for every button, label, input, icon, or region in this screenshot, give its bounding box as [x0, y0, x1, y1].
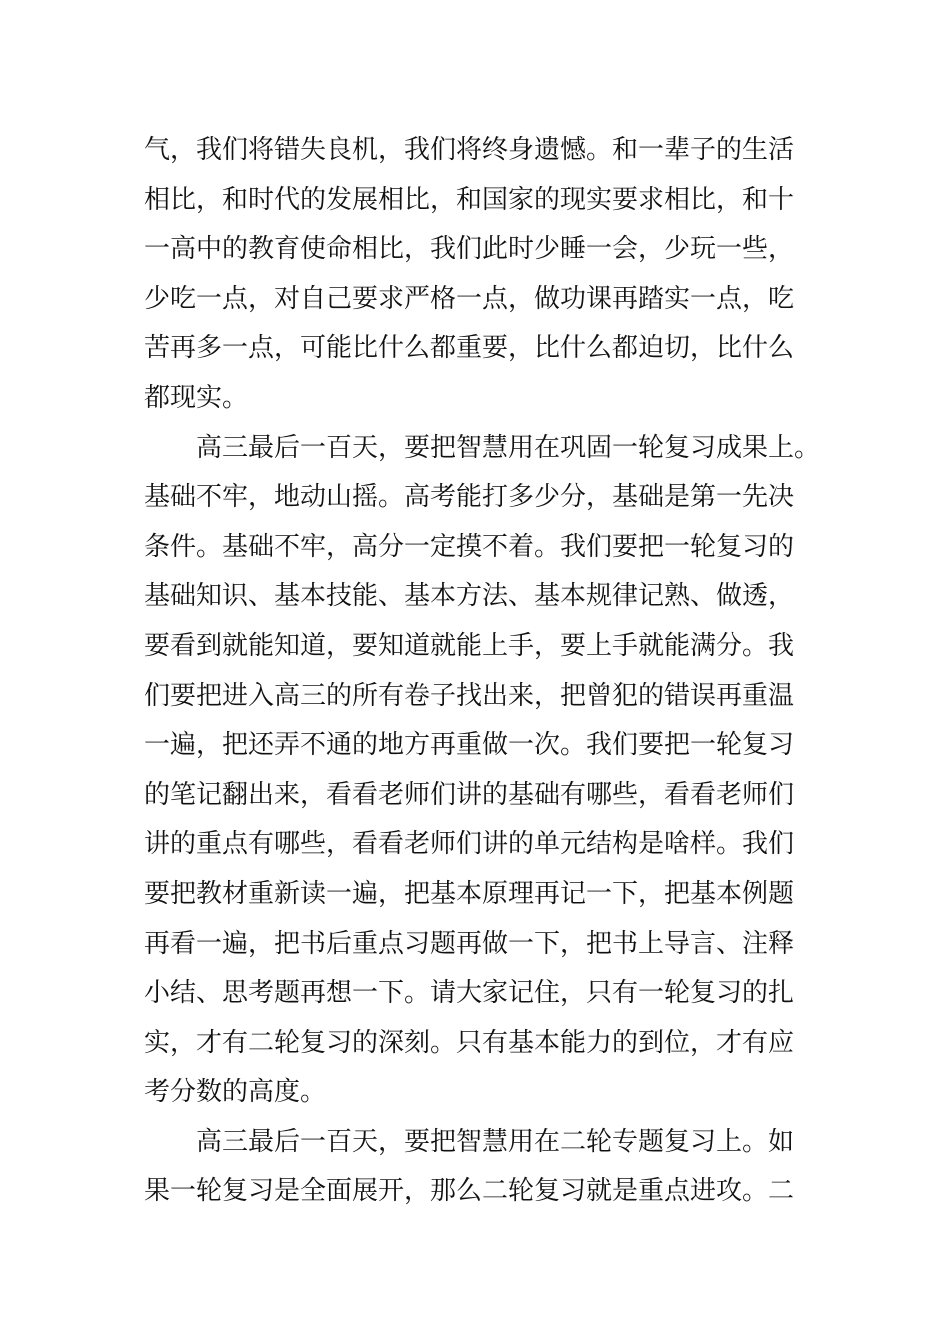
text-line: 小结、思考题再想一下。请大家记住，只有一轮复习的扎 — [144, 978, 795, 1009]
text-line: 气，我们将错失良机，我们将终身遗憾。和一辈子的生活 — [144, 135, 795, 165]
text-line: 都现实。 — [144, 382, 249, 413]
text-line: 考分数的高度。 — [144, 1077, 327, 1108]
text-line: 基础知识、基本技能、基本方法、基本规律记熟、做透， — [144, 581, 795, 612]
body-text — [144, 126, 824, 1217]
text-line: 苦再多一点，可能比什么都重要，比什么都迫切，比什么 — [144, 333, 795, 364]
paragraph-1 — [144, 126, 824, 424]
text-line: 少吃一点，对自己要求严格一点，做功课再踏实一点，吃 — [144, 283, 795, 314]
text-line: 一遍，把还弄不通的地方再重做一次。我们要把一轮复习 — [144, 730, 795, 761]
text-line: 高三最后一百天，要把智慧用在二轮专题复习上。如 — [196, 1126, 795, 1157]
text-line: 一高中的教育使命相比，我们此时少睡一会，少玩一些， — [144, 234, 795, 265]
text-line: 基础不牢，地动山摇。高考能打多少分，基础是第一先决 — [144, 482, 795, 513]
text-line: 果一轮复习是全面展开，那么二轮复习就是重点进攻。二 — [144, 1176, 795, 1207]
text-line: 条件。基础不牢，高分一定摸不着。我们要把一轮复习的 — [144, 531, 795, 562]
text-line: 讲的重点有哪些，看看老师们讲的单元结构是啥样。我们 — [144, 829, 795, 860]
text-line: 实，才有二轮复习的深刻。只有基本能力的到位，才有应 — [144, 1027, 795, 1058]
text-line: 相比，和时代的发展相比，和国家的现实要求相比，和十 — [144, 184, 795, 215]
text-line: 要把教材重新读一遍，把基本原理再记一下，把基本例题 — [144, 878, 795, 909]
text-line: 要看到就能知道，要知道就能上手，要上手就能满分。我 — [144, 630, 795, 661]
paragraph-2 — [144, 424, 824, 1118]
text-line: 再看一遍，把书后重点习题再做一下，把书上导言、注释 — [144, 928, 795, 959]
text-line: 的笔记翻出来，看看老师们讲的基础有哪些，看看老师们 — [144, 779, 795, 810]
text-line: 高三最后一百天，要把智慧用在巩固一轮复习成果上。 — [196, 432, 821, 463]
paragraph-3 — [144, 1118, 824, 1217]
text-line: 们要把进入高三的所有卷子找出来，把曾犯的错误再重温 — [144, 680, 795, 711]
